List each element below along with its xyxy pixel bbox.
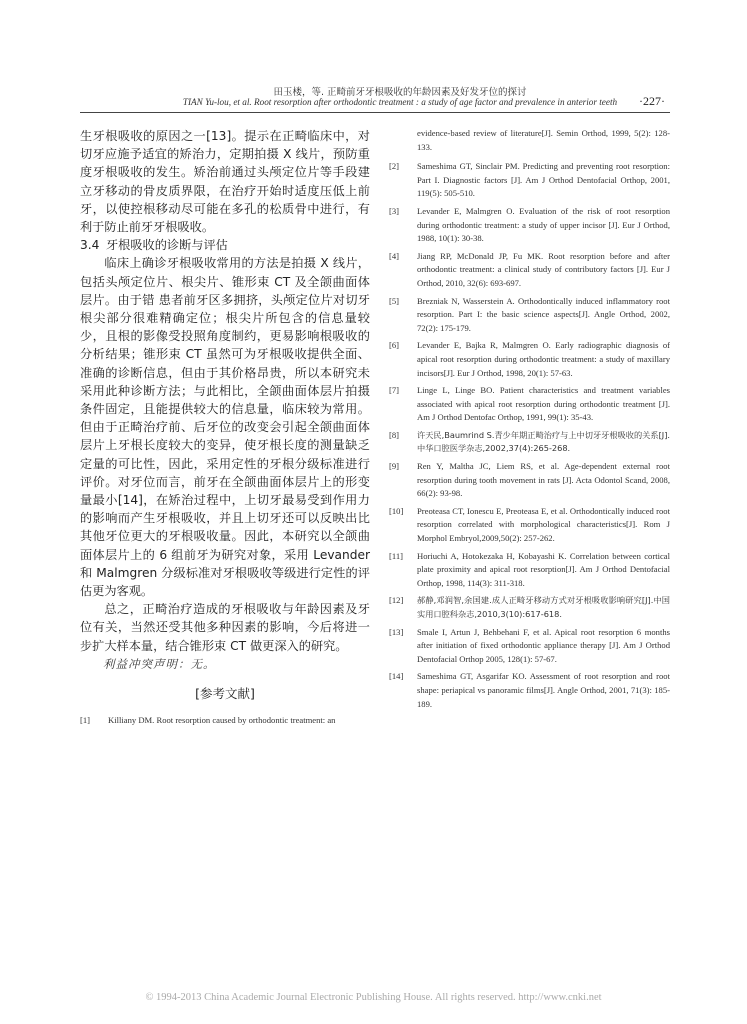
reference-item	[389, 670, 670, 711]
reference-item	[389, 160, 670, 201]
right-column	[389, 127, 670, 715]
reference-number: [13]	[389, 626, 404, 637]
reference-item	[389, 460, 670, 501]
left-column	[80, 127, 370, 727]
reference-text: Killiany DM. Root resorption caused by orthodontic treatment: an	[108, 714, 336, 725]
reference-number: [10]	[389, 505, 404, 516]
reference-continued	[389, 127, 670, 154]
reference-number: [6]	[389, 340, 400, 351]
section-heading	[80, 236, 370, 254]
reference-item	[389, 594, 670, 621]
intro-paragraph: 生牙根吸收的原因之一[13]。提示在正畸临床中，对切牙应施予适宜的矫治力，定期拍摄 X 线片，预防重度牙根吸收的发生。矫治前通过头颅定位片等手段建立牙移动的骨皮质界限，在治疗开始时适度压低上前牙，以使控根移动尽可能在多孔的松质骨中进行，有利于防止前牙牙根吸收。	[80, 129, 370, 235]
diagnosis-paragraph: 临床上确诊牙根吸收常用的方法是拍摄 X 线片，包括头颅定位片、根尖片、锥形束 CT 及全颌曲面体层片。由于错 患者前牙区多拥挤，头颅定位片对切牙根尖部分很难精确定位；根尖片所包含的信息量较少，且根的影像受投照角度制约，更易影响根吸收的分析结果；锥形束 CT 虽然可为牙根吸收提供全面、准确的诊断信息，但由于其价格昂贵，所以本研究未采用此种诊断方法；与此相比，全颌曲面体层片拍摄条件固定，且能提供较大的信息量，临床较为常用。但由于正畸治疗前、后牙位的改变会引起全颌曲面体层片上牙根长度较大的变异，使牙根长度的测量缺乏定量的可比性，因此，采用定性的牙根分级标准进行评价。对牙位而言，前牙在全颌曲面体层片上的形变量最小[14]，在矫治过程中，上切牙最易受到作用力的影响而产生牙根吸收，并且上切牙还可以反映出比其他牙位更大的牙根吸收量。因此，本研究以全颌曲面体层片上的 6 组前牙为研究对象，采用 Levander 和 Malmgren 分级标准对牙根吸收等级进行定性的评估更为客观。	[80, 256, 370, 599]
header-rule	[80, 112, 670, 113]
reference-text: Horiuchi A, Hotokezaka H, Kobayashi K. Correlation between cortical plate proximity and apical root resorption[J]. Am J Orthod Dentofacial Orthop, 1998, 114(3): 311-318.	[417, 550, 670, 588]
section-number: 3.4	[80, 238, 100, 253]
reference-number: [11]	[389, 550, 403, 561]
reference-text: Brezniak N, Wasserstein A. Orthodontically induced inflammatory root resorption. Part I: the basic science aspects[J]. Angle Orthod, 2002, 72(2): 175-179.	[417, 295, 670, 333]
reference-number: [1]	[80, 714, 91, 725]
reference-text: Smale I, Artun J, Behbehani F, et al. Apical root resorption 6 months after initiation of fixed orthodontic appliance therapy [J]. Am J Orthod Dentofacial Orthop 2005, 128(1): 57-67.	[417, 626, 670, 664]
reference-text: Sameshima GT, Sinclair PM. Predicting and preventing root resorption: Part I. Diagnostic factors [J]. Am J Orthod Dentofacial Orthop, 2001, 119(5): 505-510.	[417, 161, 670, 199]
reference-item	[389, 250, 670, 291]
reference-number: [7]	[389, 385, 400, 396]
section-title: 牙根吸收的诊断与评估	[106, 238, 228, 253]
reference-item	[80, 714, 370, 727]
references-heading: [参考文献]	[195, 685, 255, 701]
reference-text: Linge L, Linge BO. Patient characteristics and treatment variables associated with apical root resorption during orthodontic treatment [J]. Am J Orthod Dentofac Orthop, 1991, 99(1): 35-43.	[417, 385, 670, 423]
reference-text: Ren Y, Maltha JC, Liem RS, et al. Age-dependent external root resorption during tooth movement in rats [J]. Acta Odontol Scand, 2008, 66(2): 93-98.	[417, 461, 670, 499]
copyright-footer: © 1994-2013 China Academic Journal Electronic Publishing House. All rights reserved. http://www.cnki.net	[145, 992, 602, 1003]
reference-item	[389, 295, 670, 336]
reference-number: [2]	[389, 161, 400, 172]
running-header-cn: 田玉楼，等. 正畸前牙牙根吸收的年龄因素及好发牙位的探讨	[273, 87, 527, 98]
running-header-en: TIAN Yu-lou, et al. Root resorption after orthodontic treatment : a study of age factor and prevalence in anterior teeth	[182, 97, 618, 107]
reference-text: 郝静,邓润智,余国建.成人正畸牙移动方式对牙根吸收影响研究[J].中国实用口腔科杂志,2010,3(10):617-618.	[417, 595, 670, 619]
reference-text: Preoteasa CT, Ionescu E, Preoteasa E, et al. Orthodontically induced root resorption correlated with morphological characteristics[J]. Rom J Morphol Embryol,2009,50(2): 257-262.	[417, 505, 670, 544]
reference-item	[389, 339, 670, 380]
summary-paragraph: 总之，正畸治疗造成的牙根吸收与年龄因素及牙位有关，当然还受其他多种因素的影响，今后将进一步扩大样本量，结合锥形束 CT 做更深入的研究。	[80, 602, 370, 653]
page-number: ·227·	[639, 94, 665, 108]
reference-number: [4]	[389, 250, 400, 261]
reference-text: evidence-based review of literature[J]. Semin Orthod, 1999, 5(2): 128- 133.	[417, 128, 670, 152]
reference-number: [3]	[389, 205, 400, 216]
conflict-statement: 利益冲突声明：无。	[103, 656, 216, 671]
reference-item	[389, 550, 670, 591]
reference-item	[389, 505, 670, 546]
reference-number: [14]	[389, 671, 404, 682]
reference-text: Jiang RP, McDonald JP, Fu MK. Root resorption before and after orthodontic treatment: a clinical study of contributory factors [J]. Eur J Orthod, 2010, 32(6): 693-697.	[417, 250, 670, 288]
reference-number: [12]	[389, 595, 404, 606]
reference-number: [5]	[389, 295, 400, 306]
reference-text: Levander E, Malmgren O. Evaluation of the risk of root resorption during orthodontic treatment: a study of upper incisor [J]. Eur J Orthod, 1988, 10(1): 30-38.	[417, 205, 670, 244]
reference-item	[389, 205, 670, 246]
reference-list	[389, 160, 670, 711]
reference-item	[389, 429, 670, 456]
reference-number: [8]	[389, 429, 400, 440]
reference-item	[389, 384, 670, 425]
reference-text: Sameshima GT, Asgarifar KO. Assessment of root resorption and root shape: periapical vs panoramic films[J]. Angle Orthod, 2001, 71(3): 185-189.	[417, 671, 670, 709]
reference-number: [9]	[389, 461, 400, 472]
reference-text: 许天民,Baumrind S.青少年期正畸治疗与上中切牙牙根吸收的关系[J].中华口腔医学杂志,2002,37(4):265-268.	[417, 429, 670, 454]
reference-item	[389, 626, 670, 667]
reference-text: Levander E, Bajka R, Malmgren O. Early radiographic diagnosis of apical root resorption during orthodontic treatment: a study of maxillary incisors[J]. Eur J Orthod, 1998, 20(1): 57-63.	[417, 340, 670, 378]
